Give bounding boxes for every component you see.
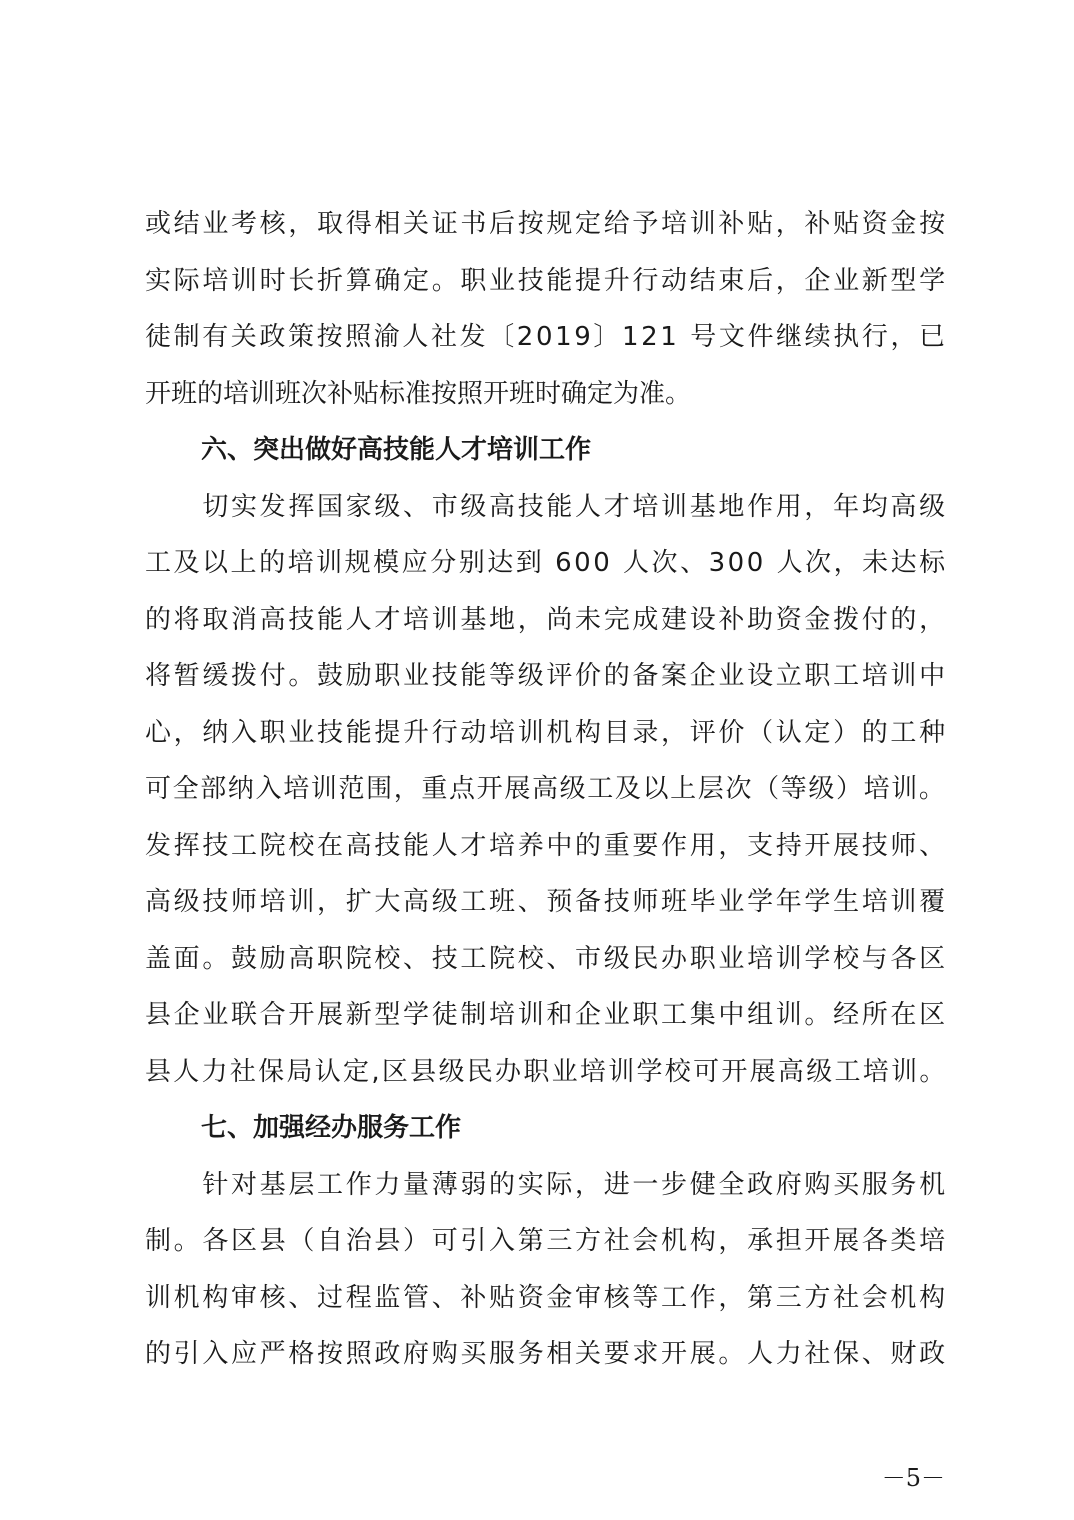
text-line: 发挥技工院校在高技能人才培养中的重要作用，支持开展技师、 [145, 830, 948, 861]
text-line: 的将取消高技能人才培训基地，尚未完成建设补助资金拨付的， [145, 604, 948, 635]
text-line: 的引入应严格按照政府购买服务相关要求开展。人力社保、财政 [145, 1339, 948, 1369]
text-line: 制。各区县（自治县）可引入第三方社会机构，承担开展各类培 [145, 1226, 948, 1256]
text-line: 县人力社保局认定,区县级民办职业培训学校可开展高级工培训。 [145, 1056, 948, 1087]
section-heading-seven: 七、加强经办服务工作 [201, 1113, 462, 1143]
text-line: 高级技师培训，扩大高级工班、预备技师班毕业学年学生培训覆 [145, 887, 948, 917]
text-line: 将暂缓拨付。鼓励职业技能等级评价的备案企业设立职工培训中 [145, 661, 948, 691]
text-line: 心，纳入职业技能提升行动培训机构目录，评价（认定）的工种 [145, 717, 948, 748]
text-line: 县企业联合开展新型学徒制培训和企业职工集中组训。经所在区 [145, 1000, 948, 1030]
text-line: 实际培训时长折算确定。职业技能提升行动结束后，企业新型学 [145, 265, 948, 296]
text-line: 徒制有关政策按照渝人社发〔2019〕121 号文件继续执行，已 [145, 322, 948, 352]
text-line: 可全部纳入培训范围，重点开展高级工及以上层次（等级）培训。 [145, 774, 947, 804]
text-line: 训机构审核、过程监管、补贴资金审核等工作，第三方社会机构 [145, 1282, 948, 1313]
text-line: 盖面。鼓励高职院校、技工院校、市级民办职业培训学校与各区 [145, 943, 948, 974]
section-heading-six: 六、突出做好高技能人才培训工作 [201, 435, 592, 465]
document-body [145, 196, 948, 1383]
page-number: －5－ [881, 1464, 945, 1492]
text-line: 或结业考核，取得相关证书后按规定给予培训补贴，补贴资金按 [145, 209, 948, 239]
text-line: 切实发挥国家级、市级高技能人才培训基地作用，年均高级 [145, 491, 948, 522]
text-line: 针对基层工作力量薄弱的实际，进一步健全政府购买服务机 [145, 1169, 948, 1200]
text-line: 工及以上的培训规模应分别达到 600 人次、300 人次，未达标 [145, 548, 948, 578]
text-line: 开班的培训班次补贴标准按照开班时确定为准。 [145, 378, 692, 409]
